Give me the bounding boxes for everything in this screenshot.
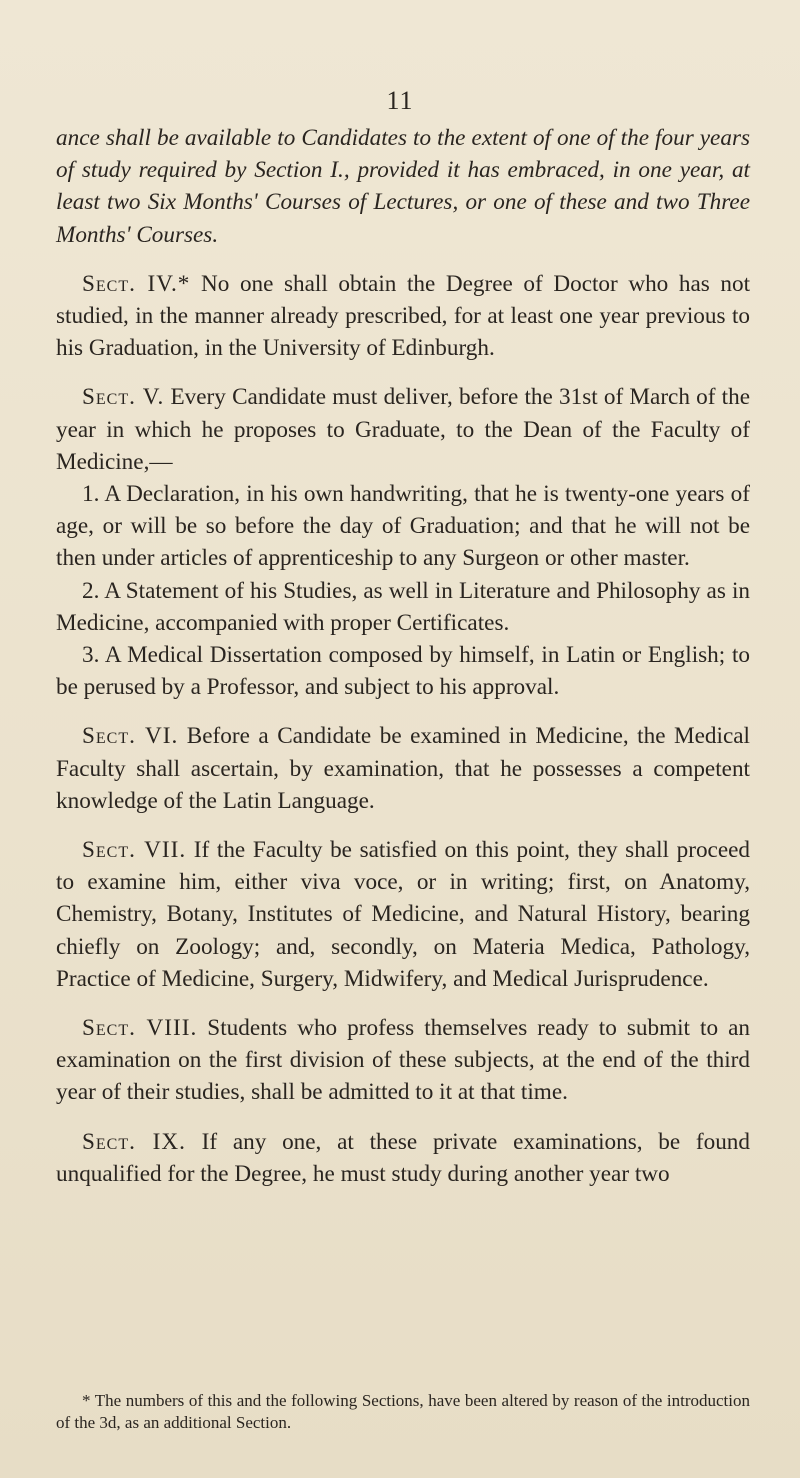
section-vi-text: Before a Candidate be examined in Medicine, the Medical Faculty shall ascertain, by examination, that he possesses a competent knowledge of the Latin Language.	[56, 723, 750, 814]
footnote-text: * The numbers of this and the following Sections, have been altered by reason of the introduction of the 3d, as an additional Section.	[56, 1391, 750, 1432]
section-vii-text: If the Faculty be satisfied on this point, they shall proceed to examine him, either viva voce, or in writing; first, on Anatomy, Chemistry, Botany, Institutes of Medicine, and Natural History, bearing chiefly on Zoology; and, secondly, on Materia Medica, Pathology, Practice of Medicine, Surgery, Midwifery, and Medical Jurisprudence.	[56, 837, 751, 992]
list-item: 3. A Medical Dissertation composed by himself, in Latin or English; to be perused by a Professor, and subject to his approval.	[56, 642, 750, 701]
section-viii	[56, 1012, 750, 1109]
intro-paragraph: ance shall be available to Candidates to the extent of one of the four years of study required by Section I., provided it has embraced, in one year, at least two Six Months' Courses of Lectures, or one of these and two Three Months' Courses.	[56, 125, 750, 248]
section-ix-text: If any one, at these private examinations, be found unqualified for the Degree, he must study during another year two	[56, 1128, 750, 1187]
section-vii-heading: Sect. VII.	[82, 837, 187, 864]
section-viii-heading: Sect. VIII.	[82, 1015, 198, 1042]
section-v-heading: Sect. V.	[82, 384, 165, 411]
section-iv-text: No one shall obtain the Degree of Doctor who has not studied, in the manner already prescribed, for at least one year previous to his Graduation, in the University of Edinburgh.	[56, 270, 751, 362]
list-item: 1. A Declaration, in his own handwriting, that he is twenty-one years of age, or will be so before the day of Graduation; and that he will not be then under articles of apprenticeship to any Surgeon or other master.	[56, 481, 750, 572]
section-ix-heading: Sect. IX.	[82, 1128, 186, 1155]
section-viii-text: Students who profess themselves ready to submit to an examination on the first division of these subjects, at the end of the third year of their studies, shall be admitted to it at that time.	[56, 1015, 751, 1106]
section-ix	[56, 1126, 750, 1190]
section-v-text: Every Candidate must deliver, before the 31st of March of the year in which he proposes to Graduate, to the Dean of the Faculty of Medicine,—	[56, 384, 751, 475]
footnote	[56, 1390, 750, 1434]
list-item: 2. A Statement of his Studies, as well in Literature and Philosophy as in Medicine, accompanied with proper Certificates.	[56, 577, 750, 636]
section-vi	[56, 720, 750, 817]
section-vii	[56, 834, 750, 995]
section-v	[56, 381, 750, 478]
section-iv-heading: Sect. IV.*	[82, 270, 191, 297]
page-number: 11	[386, 86, 414, 115]
section-vi-heading: Sect. VI.	[82, 723, 179, 750]
section-iv	[56, 268, 750, 365]
body-text	[56, 122, 750, 1190]
